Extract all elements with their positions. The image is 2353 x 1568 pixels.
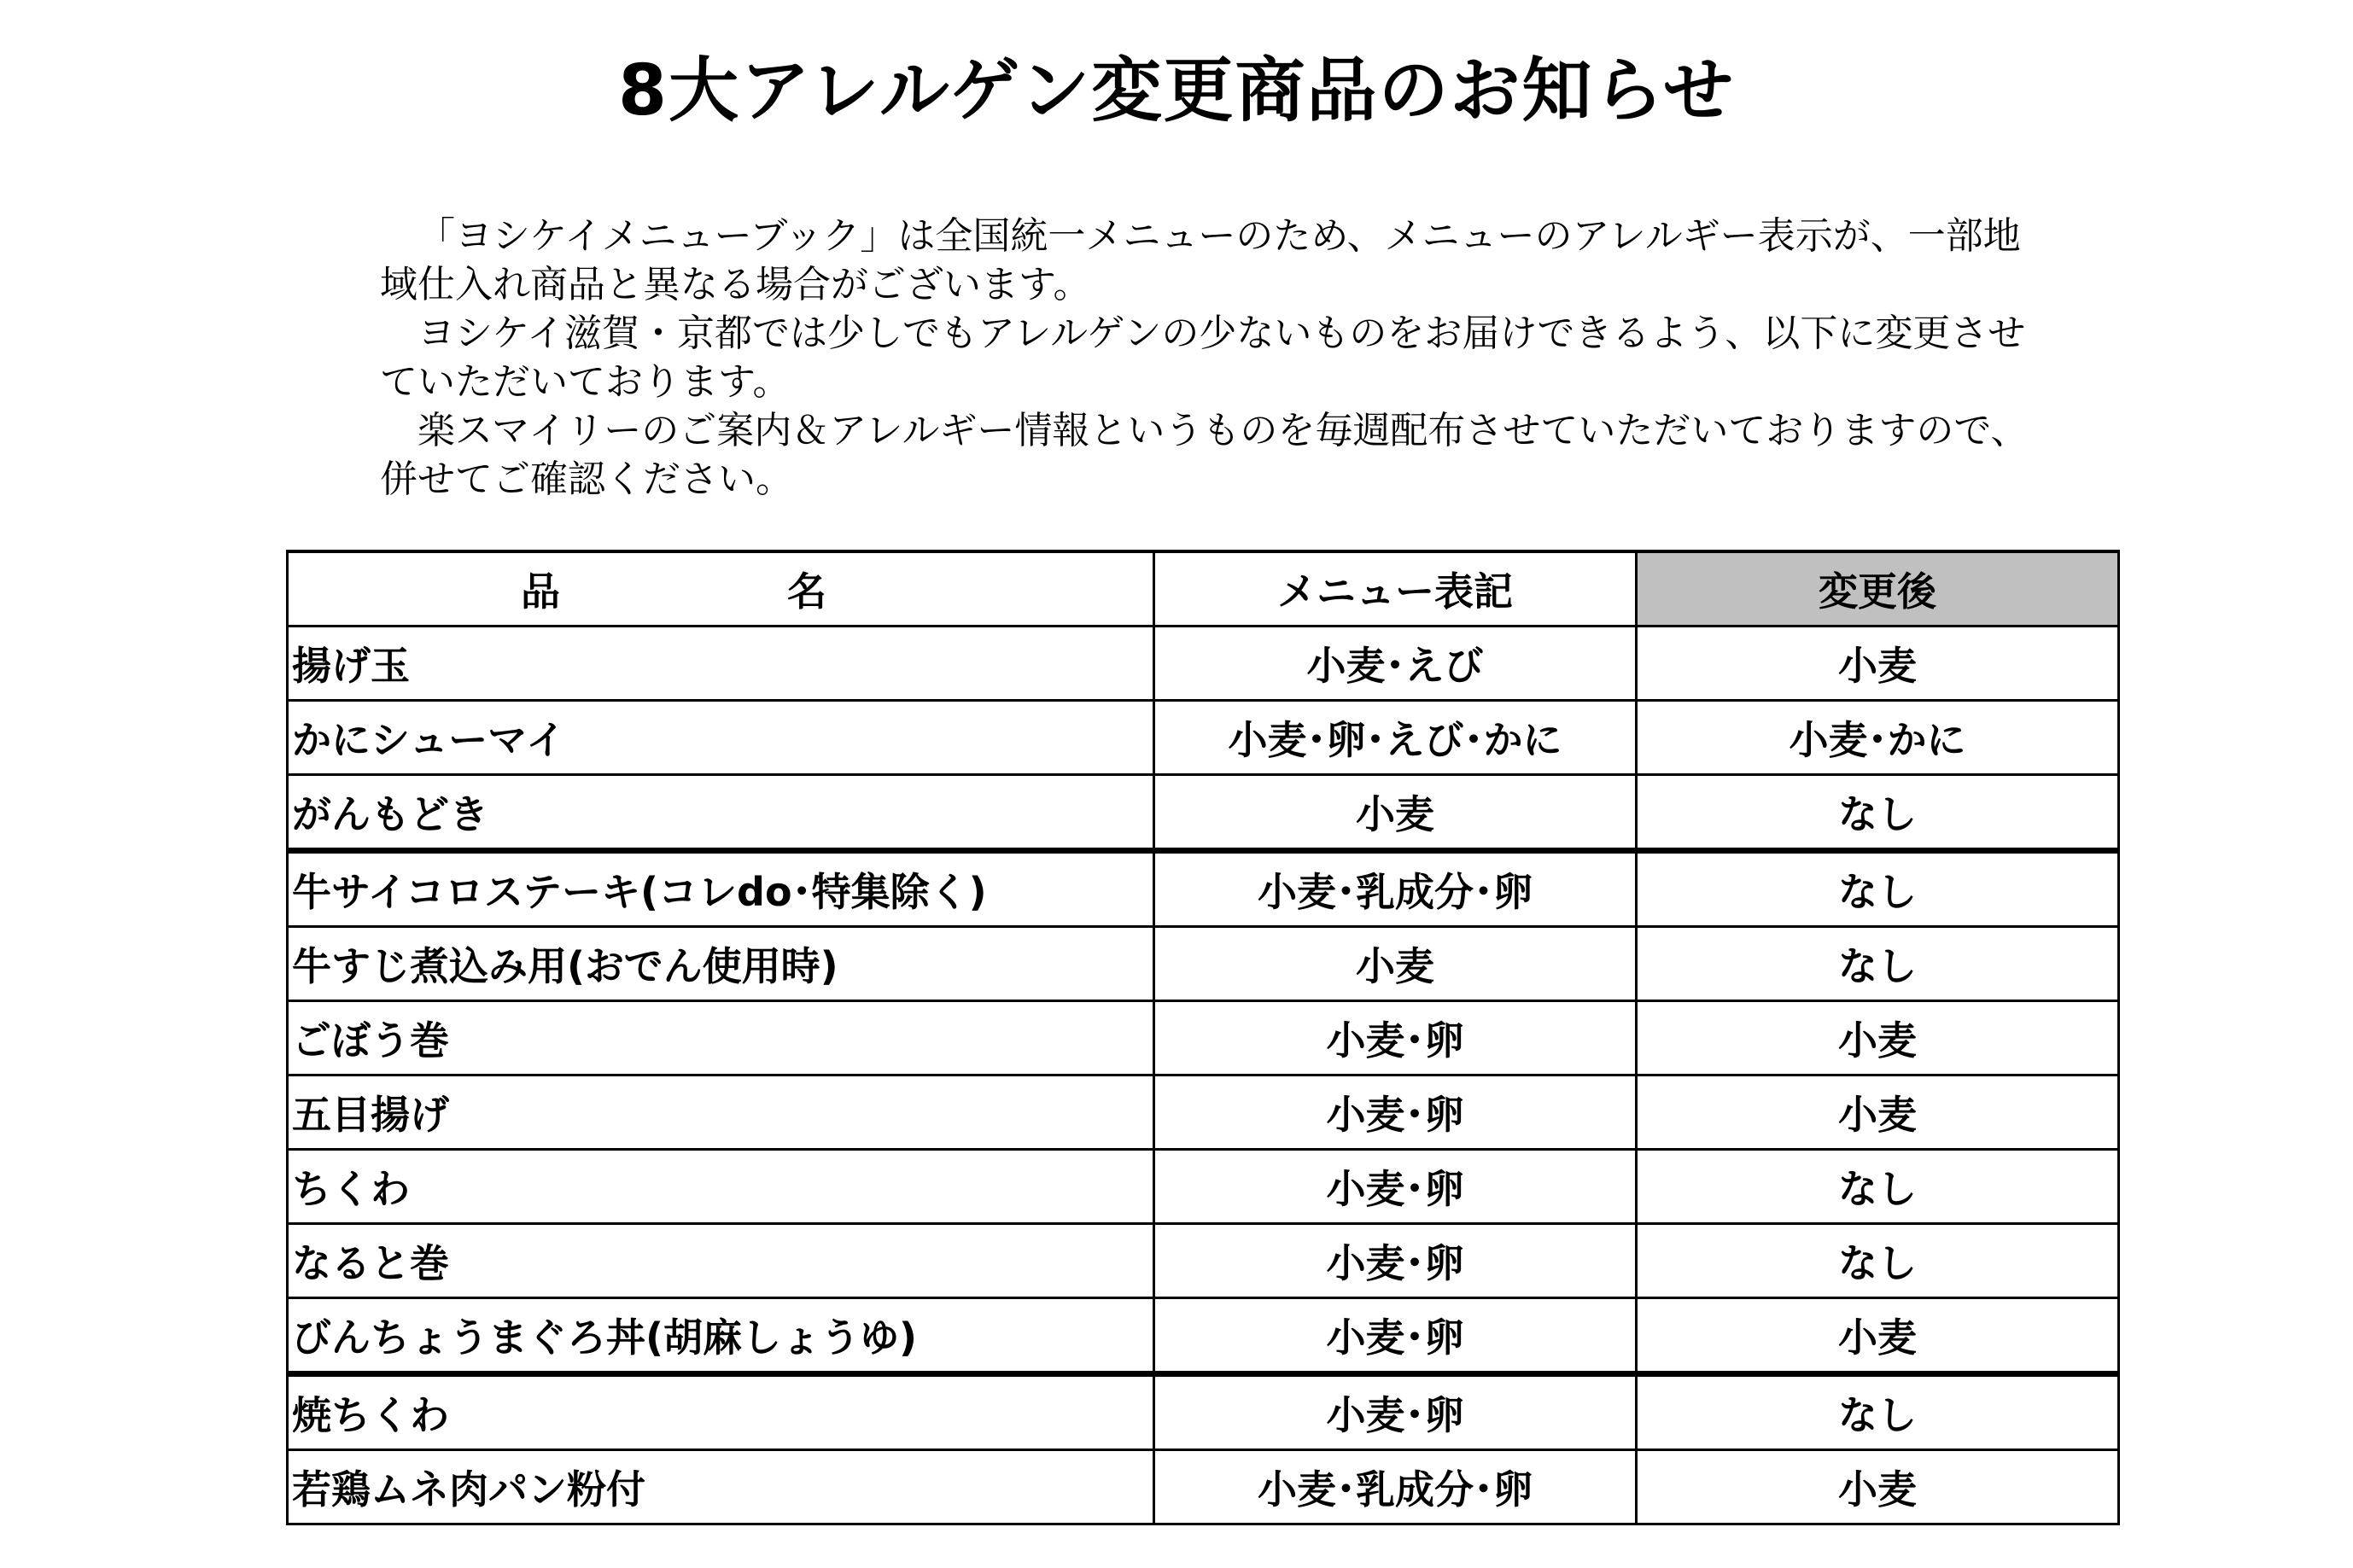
- product-name-cell: 揚げ玉: [288, 627, 1154, 701]
- product-name-cell: かにシューマイ: [288, 701, 1154, 775]
- menu-allergen-cell: 小麦･卵: [1154, 1075, 1637, 1150]
- product-name-cell: 牛サイコロステーキ(コレdo･特集除く): [288, 851, 1154, 927]
- menu-allergen-cell: 小麦･卵: [1154, 1150, 1637, 1224]
- menu-allergen-cell: 小麦: [1154, 927, 1637, 1001]
- intro-paragraph: ヨシケイ滋賀・京都では少しでもアレルゲンの少ないものをお届けできるよう、以下に変更させていただいております。: [380, 312, 2026, 404]
- table-row: [288, 1298, 2119, 1374]
- menu-allergen-cell: 小麦･えび: [1154, 627, 1637, 701]
- table-row: [288, 775, 2119, 851]
- changed-allergen-cell: 小麦: [1637, 1075, 2119, 1150]
- table-row: [288, 1450, 2119, 1524]
- menu-allergen-cell: 小麦･乳成分･卵: [1154, 851, 1637, 927]
- table-row: [288, 1224, 2119, 1298]
- menu-allergen-cell: 小麦･乳成分･卵: [1154, 1450, 1637, 1524]
- changed-allergen-cell: なし: [1637, 1374, 2119, 1450]
- product-name-cell: 牛すじ煮込み用(おでん使用時): [288, 927, 1154, 1001]
- menu-allergen-cell: 小麦･卵: [1154, 1298, 1637, 1374]
- page-title: 8大アレルゲン変更商品のお知らせ: [618, 50, 1735, 131]
- allergen-change-table: [286, 550, 2120, 1525]
- product-name-cell: 若鶏ムネ肉パン粉付: [288, 1450, 1154, 1524]
- menu-allergen-cell: 小麦･卵･えび･かに: [1154, 701, 1637, 775]
- table-row: [288, 927, 2119, 1001]
- table-header-row: [288, 551, 2119, 627]
- intro-paragraph: 「ヨシケイメニューブック」は全国統一メニューのため、メニューのアレルギー表示が、一部地域仕入れ商品と異なる場合がございます。: [380, 214, 2021, 306]
- product-name-cell: びんちょうまぐろ丼(胡麻しょうゆ): [288, 1298, 1154, 1374]
- product-name-cell: 五目揚げ: [288, 1075, 1154, 1150]
- column-header-after-change: 変更後: [1637, 551, 2119, 627]
- changed-allergen-cell: なし: [1637, 927, 2119, 1001]
- intro-text: [380, 212, 2045, 504]
- table-row: [288, 1075, 2119, 1150]
- changed-allergen-cell: なし: [1637, 1224, 2119, 1298]
- table-row: [288, 1374, 2119, 1450]
- menu-allergen-cell: 小麦: [1154, 775, 1637, 851]
- product-name-cell: なると巻: [288, 1224, 1154, 1298]
- column-header-menu-label: メニュー表記: [1154, 551, 1637, 627]
- table-row: [288, 627, 2119, 701]
- changed-allergen-cell: 小麦: [1637, 1298, 2119, 1374]
- changed-allergen-cell: なし: [1637, 1150, 2119, 1224]
- changed-allergen-cell: 小麦: [1637, 1450, 2119, 1524]
- product-name-cell: がんもどき: [288, 775, 1154, 851]
- changed-allergen-cell: 小麦: [1637, 627, 2119, 701]
- changed-allergen-cell: なし: [1637, 775, 2119, 851]
- product-name-cell: 焼ちくわ: [288, 1374, 1154, 1450]
- changed-allergen-cell: 小麦･かに: [1637, 701, 2119, 775]
- intro-paragraph: 楽スマイリーのご案内＆アレルギー情報というものを毎週配布させていただいておりますので、併せてご確認ください。: [380, 409, 2029, 501]
- column-header-product-name: [288, 551, 1154, 627]
- menu-allergen-cell: 小麦･卵: [1154, 1224, 1637, 1298]
- changed-allergen-cell: なし: [1637, 851, 2119, 927]
- product-name-cell: ちくわ: [288, 1150, 1154, 1224]
- table-row: [288, 1150, 2119, 1224]
- product-name-cell: ごぼう巻: [288, 1001, 1154, 1075]
- changed-allergen-cell: 小麦: [1637, 1001, 2119, 1075]
- column-header-product-name-label: 品 名: [521, 568, 920, 615]
- menu-allergen-cell: 小麦･卵: [1154, 1374, 1637, 1450]
- table-row: [288, 851, 2119, 927]
- table-row: [288, 1001, 2119, 1075]
- table-row: [288, 701, 2119, 775]
- menu-allergen-cell: 小麦･卵: [1154, 1001, 1637, 1075]
